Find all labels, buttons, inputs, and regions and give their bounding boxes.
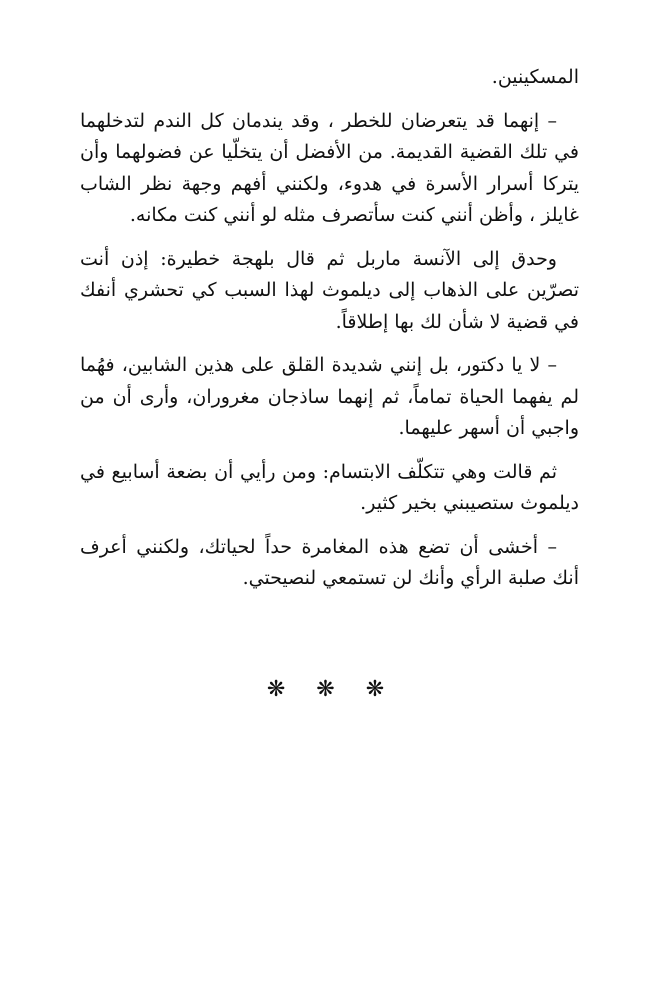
asterism-icon: ❋ xyxy=(365,677,385,702)
body-text xyxy=(80,62,579,607)
paragraph-1: المسكينين. xyxy=(491,66,579,88)
paragraph-6: – أخشى أن تضع هذه المغامرة حداً لحياتك، ولكنني أعرف أنك صلبة الرأي وأنك لن تستمعي لنصيحتي. xyxy=(80,535,579,589)
paragraph-2: – إنهما قد يتعرضان للخطر ، وقد يندمان كل الندم لتدخلهما في تلك القضية القديمة. من الأفضل أن يتخلّيا عن فضولهما وأن يتركا أسرار الأسرة في هدوء، ولكنني أفهم وجهة نظر الشاب غايلز ، وأظن أنني كنت سأتصرف مثله لو أنني كنت مكانه. xyxy=(80,109,579,226)
paragraph-4: – لا يا دكتور، بل إنني شديدة القلق على هذين الشابين، فهُما لم يفهما الحياة تماماً، ثم إنهما ساذجان مغروران، وأرى أن من واجبي أن أسهر عليهما. xyxy=(80,354,579,439)
paragraph-3: وحدق إلى الآنسة ماربل ثم قال بلهجة خطيرة: إذن أنت تصرّين على الذهاب إلى ديلموث لهذا السبب كي تحشري أنفك في قضية لا شأن لك بها إطلاقاً. xyxy=(80,247,579,333)
paragraph-5: ثم قالت وهي تتكلّف الابتسام: ومن رأيي أن بضعة أسابيع في ديلموث ستصيبني بخير كثير. xyxy=(80,460,579,514)
asterism-icon: ❋ xyxy=(316,677,335,702)
section-separator xyxy=(0,677,651,702)
asterism-icon: ❋ xyxy=(266,677,286,702)
